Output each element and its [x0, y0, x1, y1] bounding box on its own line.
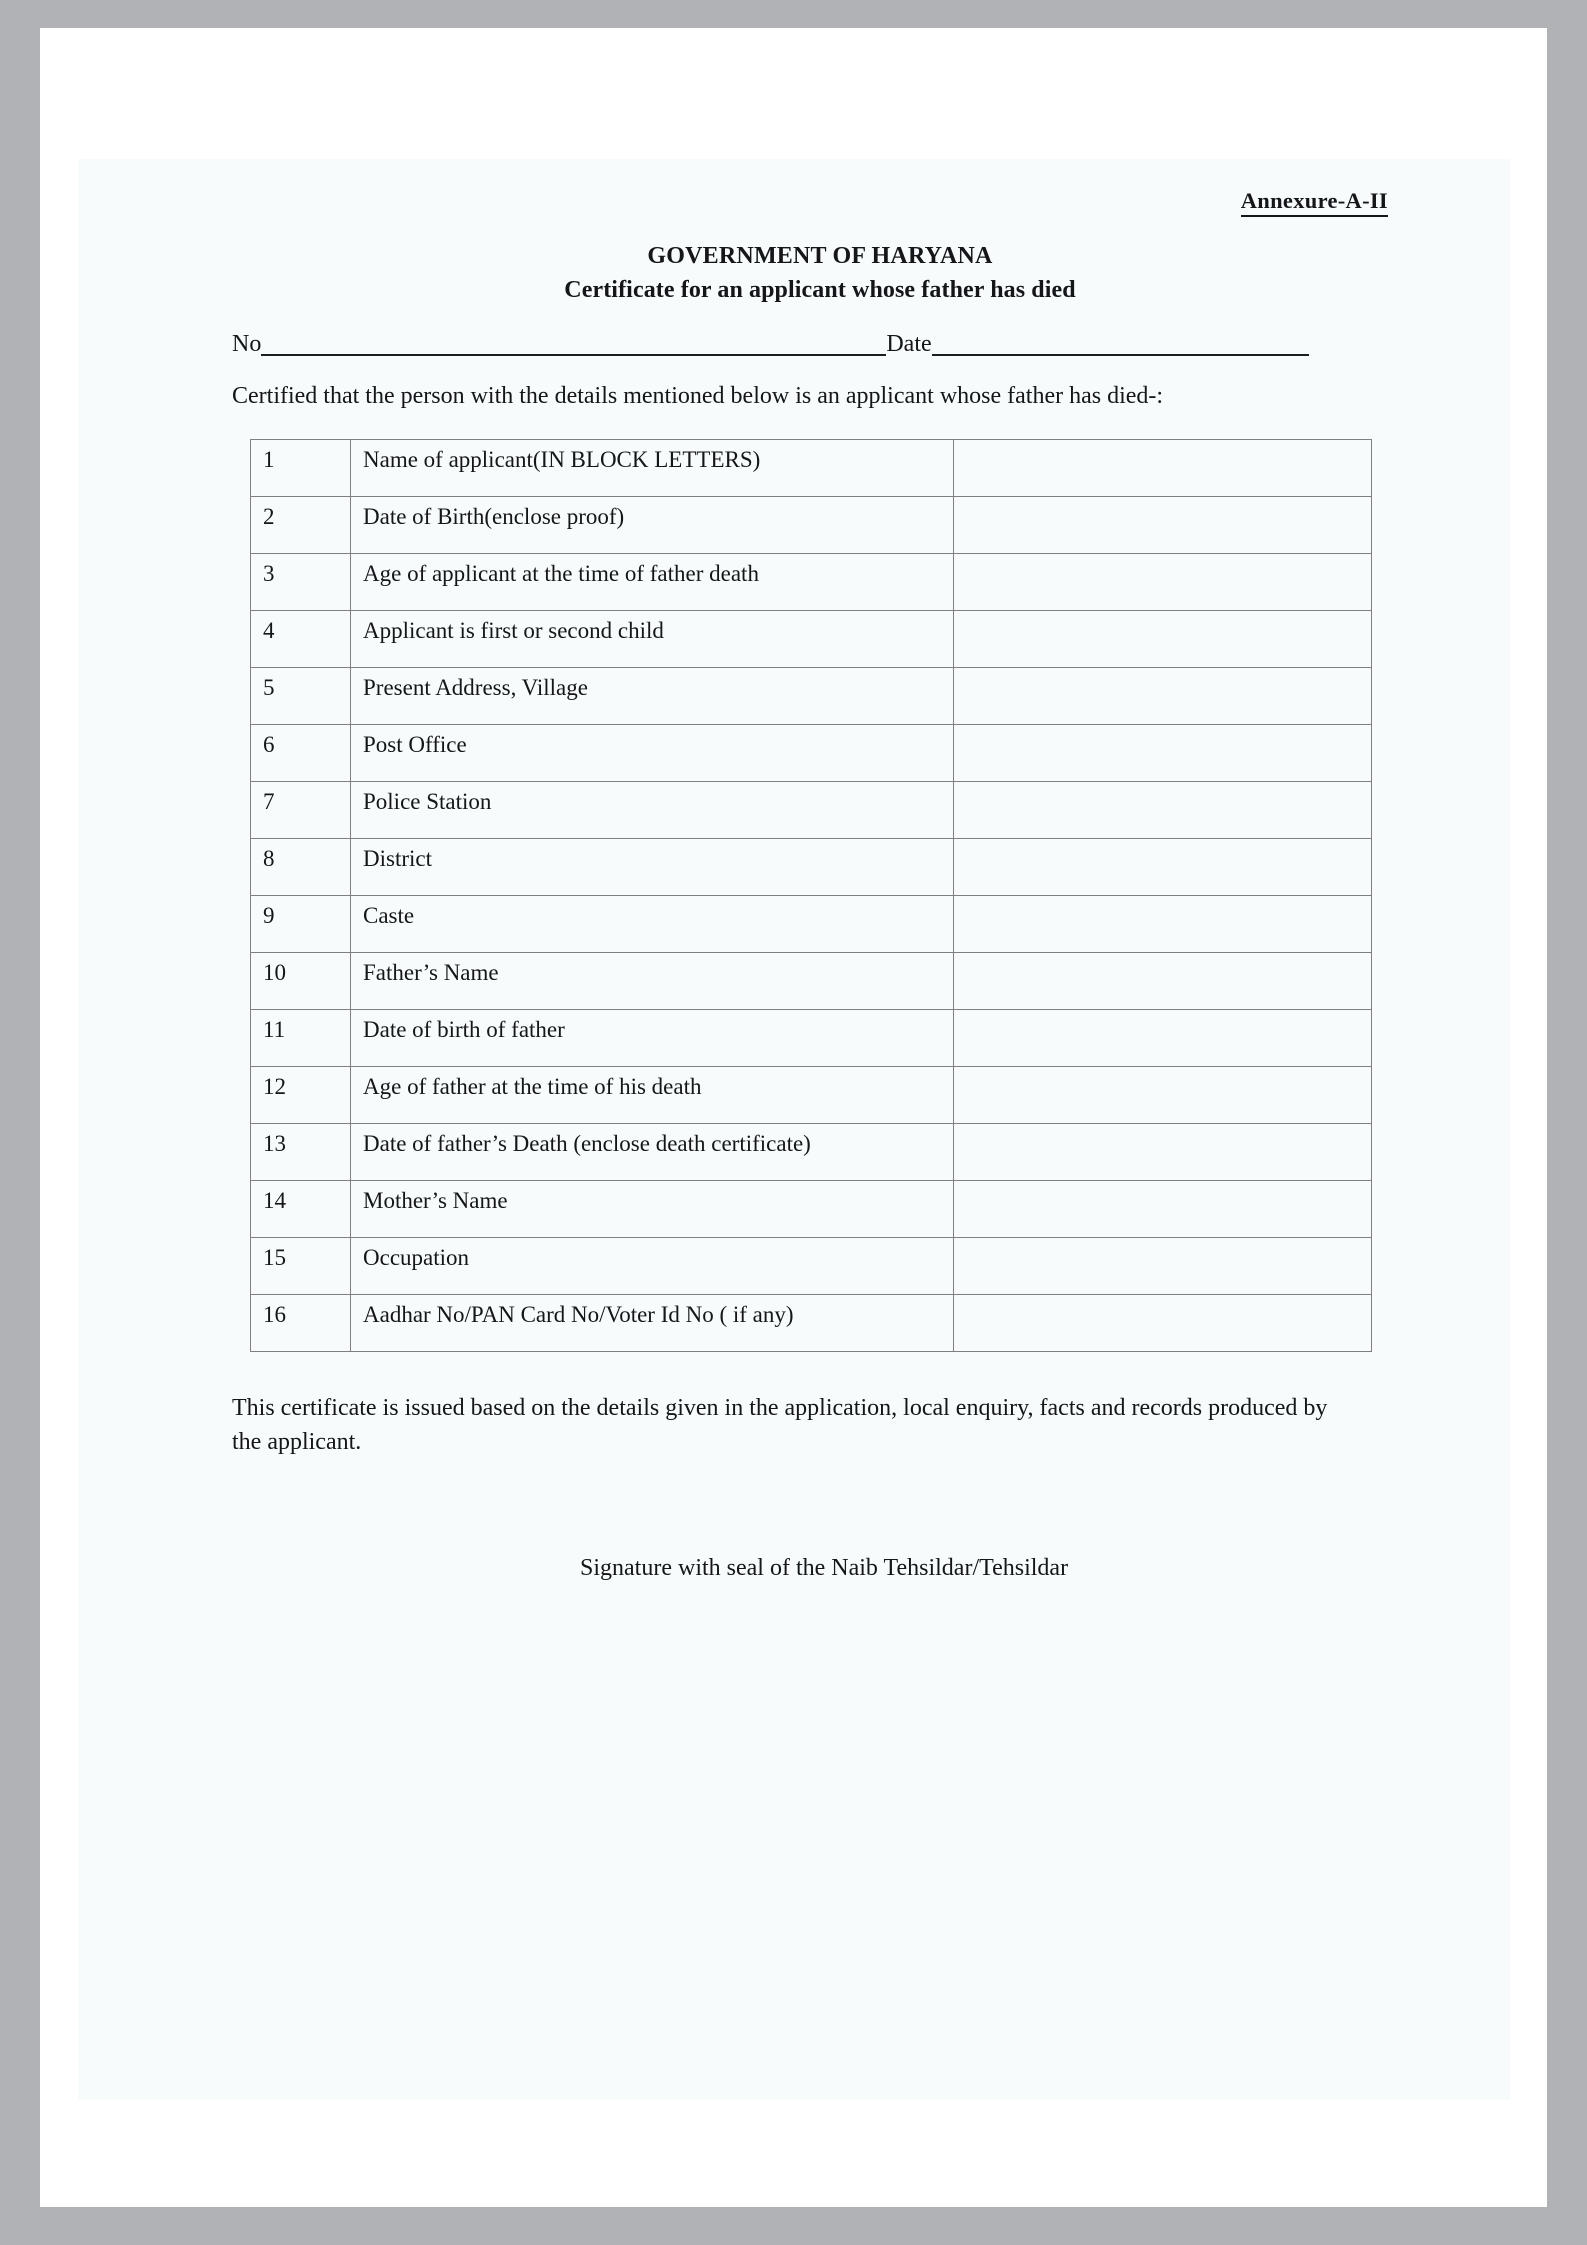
row-label: Applicant is first or second child — [351, 611, 954, 668]
row-label: Caste — [351, 896, 954, 953]
row-label: Occupation — [351, 1238, 954, 1295]
row-value[interactable] — [954, 440, 1372, 497]
row-number: 13 — [251, 1124, 351, 1181]
row-label: Date of father’s Death (enclose death certificate) — [351, 1124, 954, 1181]
row-number: 8 — [251, 839, 351, 896]
row-number: 15 — [251, 1238, 351, 1295]
row-number: 6 — [251, 725, 351, 782]
row-number: 10 — [251, 953, 351, 1010]
document-heading — [240, 241, 1410, 306]
row-number: 2 — [251, 497, 351, 554]
row-label: Police Station — [351, 782, 954, 839]
row-value[interactable] — [954, 668, 1372, 725]
row-value[interactable] — [954, 1010, 1372, 1067]
annexure-row — [240, 188, 1410, 217]
row-value[interactable] — [954, 497, 1372, 554]
table-row — [251, 440, 1372, 497]
signature-line: Signature with seal of the Naib Tehsildar/Tehsildar — [580, 1554, 1069, 1581]
row-value[interactable] — [954, 1238, 1372, 1295]
row-label: Date of birth of father — [351, 1010, 954, 1067]
row-value[interactable] — [954, 839, 1372, 896]
row-label: Name of applicant(IN BLOCK LETTERS) — [351, 440, 954, 497]
table-row — [251, 1067, 1372, 1124]
certificate-body — [232, 188, 1410, 1582]
row-number: 9 — [251, 896, 351, 953]
government-title: GOVERNMENT OF HARYANA — [647, 243, 993, 269]
row-number: 5 — [251, 668, 351, 725]
row-value[interactable] — [954, 1124, 1372, 1181]
row-value[interactable] — [954, 1295, 1372, 1352]
no-label: No — [232, 331, 262, 358]
row-number: 3 — [251, 554, 351, 611]
certificate-title: Certificate for an applicant whose father has died — [564, 276, 1076, 303]
document-page — [40, 28, 1547, 2207]
row-value[interactable] — [954, 782, 1372, 839]
row-number: 7 — [251, 782, 351, 839]
row-number: 4 — [251, 611, 351, 668]
row-label: Present Address, Village — [351, 668, 954, 725]
table-row — [251, 896, 1372, 953]
row-value[interactable] — [954, 725, 1372, 782]
row-value[interactable] — [954, 554, 1372, 611]
row-number: 12 — [251, 1067, 351, 1124]
row-number: 1 — [251, 440, 351, 497]
table-row — [251, 1295, 1372, 1352]
table-row — [251, 953, 1372, 1010]
row-value[interactable] — [954, 953, 1372, 1010]
table-row — [251, 497, 1372, 554]
row-value[interactable] — [954, 611, 1372, 668]
row-number: 11 — [251, 1010, 351, 1067]
annexure-label: Annexure-A-II — [1241, 188, 1388, 217]
table-row — [251, 1181, 1372, 1238]
closing-paragraph: This certificate is issued based on the details given in the application, local enquiry, facts and records produced by the applicant. — [232, 1395, 1328, 1455]
row-label: Age of father at the time of his death — [351, 1067, 954, 1124]
row-label: Father’s Name — [351, 953, 954, 1010]
table-body — [251, 440, 1372, 1352]
row-value[interactable] — [954, 1181, 1372, 1238]
no-field[interactable] — [261, 333, 886, 356]
table-row — [251, 839, 1372, 896]
row-number: 14 — [251, 1181, 351, 1238]
date-label: Date — [886, 331, 932, 358]
number-date-line — [232, 332, 1410, 356]
table-row — [251, 611, 1372, 668]
row-label: Date of Birth(enclose proof) — [351, 497, 954, 554]
row-value[interactable] — [954, 896, 1372, 953]
table-row — [251, 554, 1372, 611]
table-row — [251, 1010, 1372, 1067]
row-label: Aadhar No/PAN Card No/Voter Id No ( if any) — [351, 1295, 954, 1352]
table-row — [251, 668, 1372, 725]
row-value[interactable] — [954, 1067, 1372, 1124]
row-label: Mother’s Name — [351, 1181, 954, 1238]
row-label: District — [351, 839, 954, 896]
row-label: Age of applicant at the time of father death — [351, 554, 954, 611]
row-label: Post Office — [351, 725, 954, 782]
table-row — [251, 1238, 1372, 1295]
table-row — [251, 1124, 1372, 1181]
applicant-details-table — [250, 439, 1372, 1352]
table-row — [251, 782, 1372, 839]
intro-paragraph: Certified that the person with the details mentioned below is an applicant whose father has died-: — [232, 383, 1164, 410]
row-number: 16 — [251, 1295, 351, 1352]
table-row — [251, 725, 1372, 782]
date-field[interactable] — [932, 333, 1309, 356]
